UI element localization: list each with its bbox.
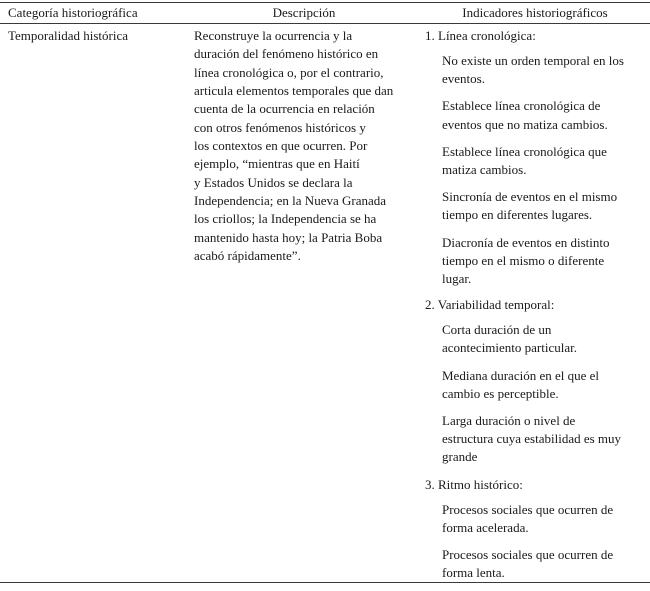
indicator-item xyxy=(425,52,647,88)
description-line: y Estados Unidos se declara la xyxy=(194,174,353,190)
indicator-item-line: forma acelerada. xyxy=(442,519,529,535)
table-header-rule xyxy=(0,23,650,24)
header-description: Descripción xyxy=(272,5,336,20)
indicator-item-line: cambio es perceptible. xyxy=(442,385,559,401)
indicator-item xyxy=(425,143,647,179)
row-indicators-cell xyxy=(425,27,647,591)
description-line: Reconstruye la ocurrencia y la xyxy=(194,28,353,43)
indicator-item-line: Procesos sociales que ocurren de xyxy=(442,547,614,563)
indicator-item-line: tiempo en el mismo o diferente xyxy=(442,252,605,268)
description-line: duración del fenómeno histórico en xyxy=(194,46,379,62)
indicator-group xyxy=(425,27,647,288)
header-category: Categoría historiográfica xyxy=(8,5,138,20)
description-line: los contextos en que ocurren. Por xyxy=(194,138,368,154)
indicator-item-line: estructura cuya estabilidad es muy xyxy=(442,431,622,447)
indicator-item-line: Establece línea cronológica de xyxy=(442,98,601,114)
table-bottom-rule xyxy=(0,582,650,583)
indicator-group-title: 2. Variabilidad temporal: xyxy=(425,297,555,313)
description-line: ejemplo, “mientras que en Haití xyxy=(194,156,360,172)
indicator-group-title: 3. Ritmo histórico: xyxy=(425,476,523,492)
indicator-item-line: Procesos sociales que ocurren de xyxy=(442,501,614,517)
row-category: Temporalidad histórica xyxy=(8,28,129,43)
indicator-item xyxy=(425,321,647,357)
indicator-item-line: Establece línea cronológica que xyxy=(442,143,607,159)
indicator-group-title: 1. Línea cronológica: xyxy=(425,28,536,43)
indicator-item xyxy=(425,412,647,467)
description-line: Independencia; en la Nueva Granada xyxy=(194,193,387,209)
description-line: articula elementos temporales que dan xyxy=(194,83,394,99)
indicator-item-line: grande xyxy=(442,449,478,465)
indicator-item xyxy=(425,546,647,582)
indicator-item-line: matiza cambios. xyxy=(442,162,527,178)
description-line: línea cronológica o, por el contrario, xyxy=(194,64,384,80)
table-top-rule xyxy=(0,2,650,3)
description-line: cuenta de la ocurrencia en relación xyxy=(194,101,375,117)
indicator-item-line: eventos. xyxy=(442,71,485,87)
indicator-item-line: Larga duración o nivel de xyxy=(442,413,576,429)
indicator-item-line: acontecimiento particular. xyxy=(442,340,577,356)
indicator-item-line: No existe un orden temporal en los xyxy=(442,53,624,68)
indicator-item xyxy=(425,501,647,537)
indicator-item xyxy=(425,97,647,133)
description-line: mantenido hasta hoy; la Patria Boba xyxy=(194,229,383,245)
description-line: los criollos; la Independencia se ha xyxy=(194,211,377,227)
indicator-group xyxy=(425,296,647,466)
header-indicators: Indicadores historiográficos xyxy=(462,5,608,20)
indicator-item-line: eventos que no matiza cambios. xyxy=(442,116,608,132)
row-category-cell xyxy=(8,27,188,45)
indicator-item-line: Mediana duración en el que el xyxy=(442,367,600,383)
indicator-item-line: lugar. xyxy=(442,271,472,287)
description-line: acabó rápidamente”. xyxy=(194,248,301,264)
indicator-item-line: Diacronía de eventos en distinto xyxy=(442,234,610,250)
indicator-item-line: forma lenta. xyxy=(442,565,505,581)
row-description-cell xyxy=(194,27,408,265)
indicator-item-line: Corta duración de un xyxy=(442,322,552,338)
indicator-item xyxy=(425,367,647,403)
indicator-item xyxy=(425,188,647,224)
description-line: con otros fenómenos históricos y xyxy=(194,119,366,135)
indicator-item xyxy=(425,234,647,289)
indicator-item-line: tiempo en diferentes lugares. xyxy=(442,207,593,223)
indicator-group xyxy=(425,476,647,583)
indicator-item-line: Sincronía de eventos en el mismo xyxy=(442,189,618,205)
